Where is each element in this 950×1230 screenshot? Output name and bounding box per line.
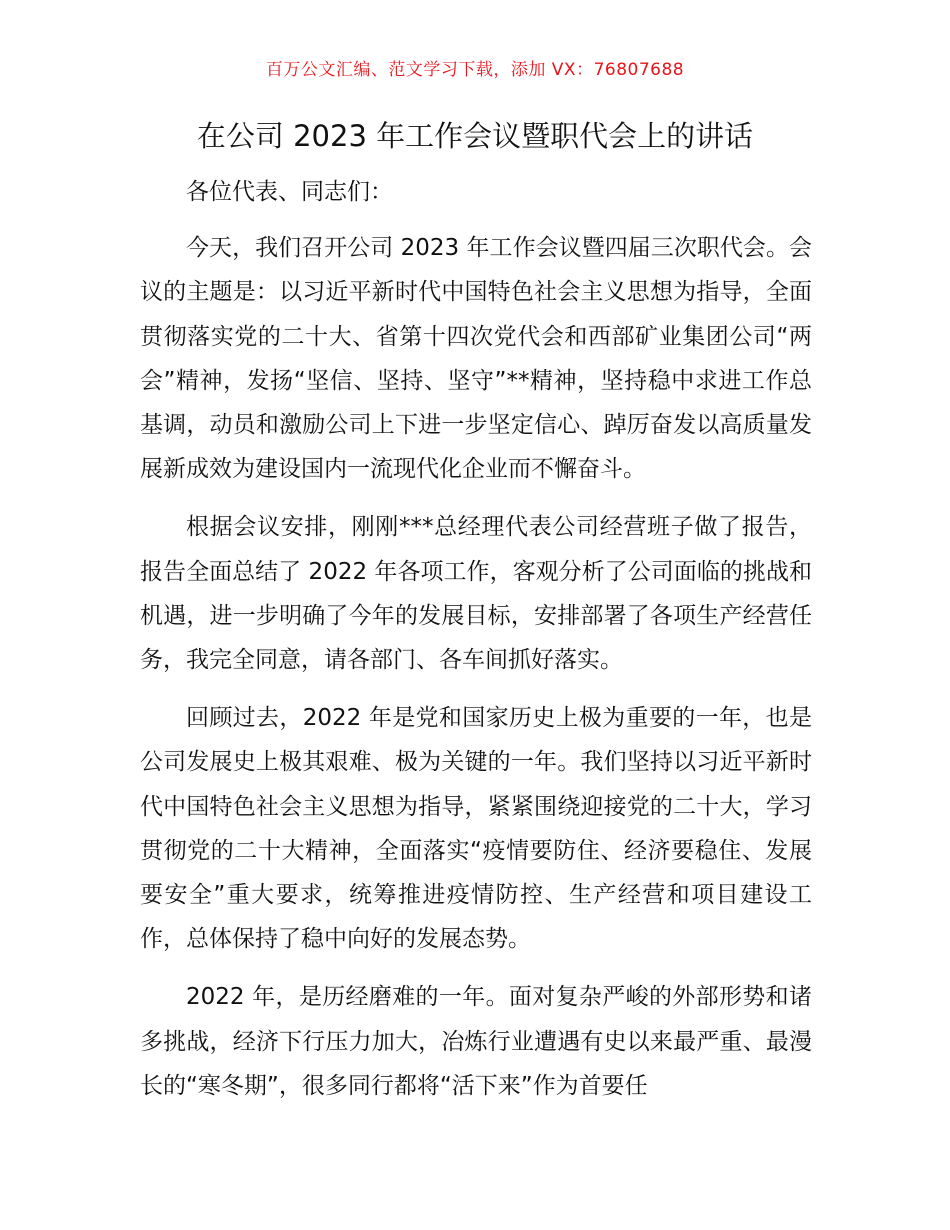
document-title: 在公司 2023 年工作会议暨职代会上的讲话 bbox=[196, 119, 754, 153]
document-body bbox=[140, 170, 812, 1122]
paragraph-1: 今天，我们召开公司 2023 年工作会议暨四届三次职代会。会议的主题是：以习近平新时代中国特色社会主义思想为指导，全面贯彻落实党的二十大、省第十四次党代会和西部矿业集团公司“两会”精神，发扬“坚信、坚持、坚守”**精神，坚持稳中求进工作总基调，动员和激励公司上下进一步坚定信心、踔厉奋发以高质量发展新成效为建设国内一流现代化企业而不懈奋斗。 bbox=[140, 235, 812, 483]
salutation: 各位代表、同志们： bbox=[186, 179, 393, 205]
watermark-header: 百万公文汇编、范文学习下载，添加 VX：76807688 bbox=[265, 60, 685, 80]
paragraph-2: 根据会议安排，刚刚***总经理代表公司经营班子做了报告，报告全面总结了 2022 年各项工作，客观分析了公司面临的挑战和机遇，进一步明确了今年的发展目标，安排部署了各项生产经营任务，我完全同意，请各部门、各车间抓好落实。 bbox=[140, 514, 812, 674]
paragraph-4: 2022 年，是历经磨难的一年。面对复杂严峻的外部形势和诸多挑战，经济下行压力加大，冶炼行业遭遇有史以来最严重、最漫长的“寒冬期”，很多同行都将“活下来”作为首要任 bbox=[140, 984, 812, 1099]
paragraph-3: 回顾过去，2022 年是党和国家历史上极为重要的一年，也是公司发展史上极其艰难、极为关键的一年。我们坚持以习近平新时代中国特色社会主义思想为指导，紧紧围绕迎接党的二十大，学习贯彻党的二十大精神，全面落实“疫情要防住、经济要稳住、发展要安全”重大要求，统筹推进疫情防控、生产经营和项目建设工作，总体保持了稳中向好的发展态势。 bbox=[140, 705, 812, 953]
